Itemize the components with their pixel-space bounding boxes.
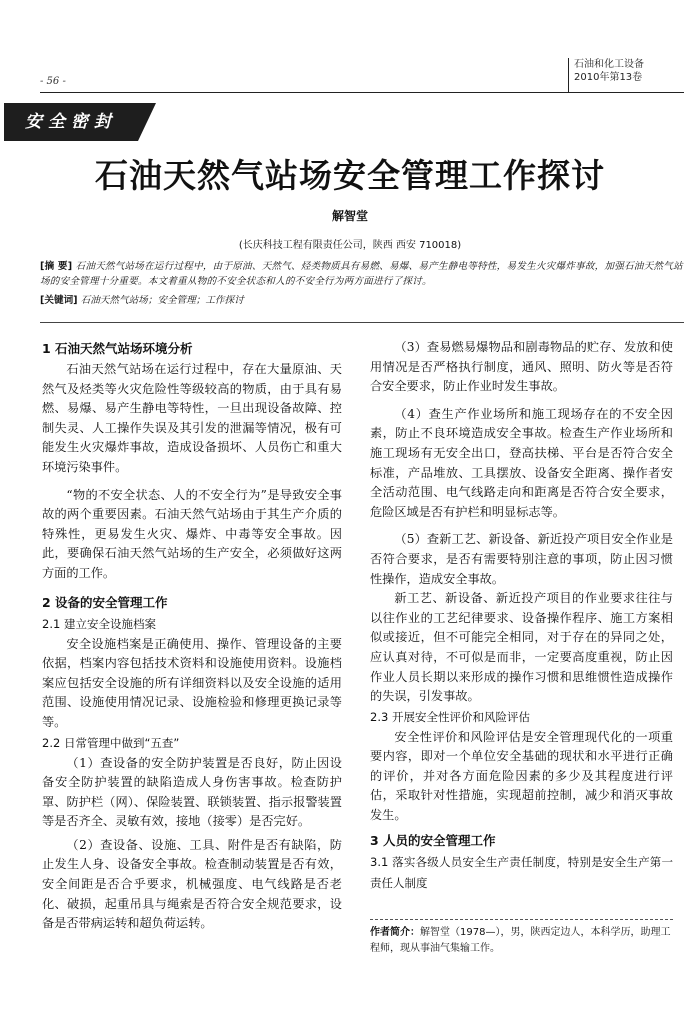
section-2-3-heading: 2.3 开展安全性评价和风险评估 [370,709,530,724]
left-column [42,338,342,934]
section-3-1-heading: 3.1 落实各级人员安全生产责任制度，特别是安全生产第一责任人制度 [370,854,673,890]
journal-name: 石油和化工设备 [574,59,644,70]
author-footnote [370,925,673,957]
keywords-label: [关键词] [40,295,78,306]
abstract-label: [摘 要] [40,261,73,272]
paragraph: 新工艺、新设备、新近投产项目的作业要求往往与以往作业的工艺纪律要求、设备操作程序、施工方案相似或接近，但不可能完全相同，对于存在的异同之处，应认真对待，不可似是而非，一定要高度重视，防止因作业人员长期以来形成的操作习惯和思维惯性造成操作的失误，引发事故。 [370,591,673,704]
paragraph: （3）查易燃易爆物品和剧毒物品的贮存、发放和使用情况是否严格执行制度，通风、照明、防火等是否符合安全要求，防止作业时发生事故。 [370,340,673,394]
footnote-text: 解智堂（1978—），男，陕西定边人，本科学历，助理工程师，现从事油气集输工作。 [370,927,671,954]
article-title: 石油天然气站场安全管理工作探讨 [95,156,605,195]
header-rule [40,92,684,93]
journal-issue: 2010年第13卷 [574,72,643,83]
journal-header [574,58,684,84]
section-2-1-heading: 2.1 建立安全设施档案 [42,616,156,631]
section-2-2-heading: 2.2 日常管理中做到“五查” [42,735,180,750]
keywords [40,293,684,308]
paragraph: 安全设施档案是正确使用、操作、管理设备的主要依据，档案内容包括技术资料和设施使用资料。设施档案应包括安全设施的所有详细资料以及安全设施的适用范围、设施使用情况记录、设施检验和修理更换记录等等。 [42,636,342,729]
paragraph: 安全性评价和风险评估是安全管理现代化的一项重要内容，即对一个单位安全基础的现状和水平进行正确的评价，并对各方面危险因素的多少及其程度进行评估，采取针对性措施，实现超前控制，减少和消灭事故发生。 [370,729,673,823]
abstract [40,259,684,289]
page-number: - 56 - [40,76,66,87]
section-3-heading: 3 人员的安全管理工作 [370,832,496,848]
section-2-heading: 2 设备的安全管理工作 [42,594,168,610]
abstract-text: 石油天然气站场在运行过程中，由于原油、天然气、烃类物质具有易燃、易爆、易产生静电等特性，易发生火灾爆炸事故，加强石油天然气站场的安全管理十分重要。本文着重从物的不安全状态和人的不安全行为两方面进行了探讨。 [40,261,683,287]
header-divider [568,58,569,92]
footnote-rule [370,919,673,920]
article-author: 解智堂 [331,209,368,223]
footnote-label: 作者简介： [370,927,420,938]
paragraph: 石油天然气站场在运行过程中，存在大量原油、天然气及烃类等火灾危险性等级较高的物质，由于具有易燃、易爆、易产生静电等特性，一旦出现设备故障、控制失灵、人工操作失误及其引发的泄漏等情况，极有可能发生火灾爆炸事故，造成设备损坏、人员伤亡和重大环境污染事件。 [42,362,342,474]
column-tag: 安全密封 [4,103,138,141]
paragraph: （2）查设备、设施、工具、附件是否有缺陷，防止发生人身、设备安全事故。检查制动装置是否有效，安全间距是否合乎要求，机械强度、电气线路是否老化、破损，起重吊具与绳索是否符合安全规范要求，设备是否带病运转和超负荷运转。 [42,837,342,931]
keywords-text: 石油天然气站场；安全管理；工作探讨 [80,295,244,306]
author-affiliation: (长庆科技工程有限责任公司，陕西 西安 710018) [238,240,462,251]
paragraph: （5）查新工艺、新设备、新近投产项目安全作业是否符合要求，是否有需要特别注意的事项，防止因习惯性操作，造成安全事故。 [370,532,673,586]
paragraph: （4）查生产作业场所和施工现场存在的不安全因素，防止不良环境造成安全事故。检查生产作业场所和施工现场有无安全出口，登高扶梯、平台是否符合安全标准，产品堆放、工具摆放、设备安全距离、操作者安全活动范围、电气线路走向和距离是否符合安全要求，危险区域是否有护栏和明显标志等。 [370,406,673,519]
paragraph: “物的不安全状态、人的不安全行为”是导致安全事故的两个重要因素。石油天然气站场由于其生产介质的特殊性，更易发生火灾、爆炸、中毒等安全事故。因此，要确保石油天然气站场的生产安全，必须做好这两方面的工作。 [42,487,342,580]
paragraph: （1）查设备的安全防护装置是否良好，防止因设备安全防护装置的缺陷造成人身伤害事故。检查防护罩、防护栏（网）、保险装置、联锁装置、指示报警装置等是否齐全、灵敏有效，接地（接零）是否完好。 [42,755,342,829]
abstract-rule [40,322,684,323]
right-column [370,338,673,894]
section-1-heading: 1 石油天然气站场环境分析 [42,341,193,356]
